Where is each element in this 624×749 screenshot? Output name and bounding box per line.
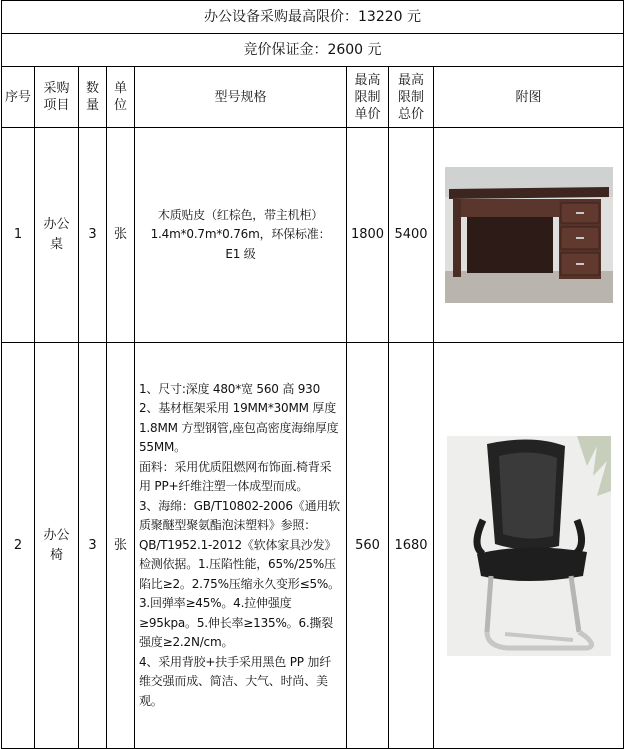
row-total: 5400: [389, 128, 434, 343]
spec-line: 3、海绵：GB/T10802-2006《通用软质聚醚型聚氨酯泡沫塑料》参照：QB/T1952.1-2012《软体家具沙发》检测依据。1.压陷性能，65%/25%压陷比≥2。2.75%压缩永久变形≤5%。3.回弹率≥45%。4.拉伸强度≥95kpa。5.伸长率≥135%。6.撕裂强度≥2.2N/cm。: [139, 498, 340, 650]
header-spec: 型号规格: [135, 67, 347, 128]
row-unit-price: 1800: [347, 128, 389, 343]
office-chair-image: [447, 436, 611, 656]
row-no: 1: [2, 128, 35, 343]
spec-line: 木质贴皮（红棕色，带主机柜）: [157, 207, 324, 222]
row-item: 办公椅: [35, 343, 79, 749]
row-spec: [135, 343, 347, 749]
chair-photo: [434, 343, 624, 749]
spec-line: 1.4m*0.7m*0.76m，环保标准：: [150, 227, 331, 242]
row-qty: 3: [79, 128, 107, 343]
header-item: 采购项目: [35, 67, 79, 128]
header-no: 序号: [2, 67, 35, 128]
spec-line: 2、基材框架采用 19MM*30MM 厚度 1.8MM 方型钢管,座包高密度海绵厚度 55MM。: [139, 401, 339, 455]
row-item: 办公桌: [35, 128, 79, 343]
spec-line: 4、采用背胶+扶手采用黑色 PP 加纤维交强而成、简洁、大气、时尚、美观。: [139, 654, 331, 708]
deposit-banner: 竞价保证金：2600 元: [2, 34, 624, 67]
row-no: 2: [2, 343, 35, 749]
header-unit-price: 最高限制单价: [347, 67, 389, 128]
header-qty: 数量: [79, 67, 107, 128]
spec-line: E1 级: [225, 246, 256, 261]
table-row: [2, 128, 624, 343]
row-qty: 3: [79, 343, 107, 749]
header-unit: 单位: [107, 67, 135, 128]
row-unit: 张: [107, 343, 135, 749]
header-row: [2, 67, 624, 128]
header-total: 最高限制总价: [389, 67, 434, 128]
table-row: [2, 343, 624, 749]
procurement-table: [1, 0, 624, 749]
spec-line: 1、尺寸:深度 480*宽 560 高 930: [139, 381, 321, 396]
spec-line: 面料：采用优质阻燃网布饰面.椅背采用 PP+纤维注塑一体成型而成。: [139, 459, 332, 494]
row-unit-price: 560: [347, 343, 389, 749]
row-spec: [135, 128, 347, 343]
header-image: 附图: [434, 67, 624, 128]
row-total: 1680: [389, 343, 434, 749]
max-price-banner: 办公设备采购最高限价：13220 元: [2, 1, 624, 34]
desk-photo: [434, 128, 624, 343]
row-unit: 张: [107, 128, 135, 343]
desk-image: [445, 167, 613, 303]
